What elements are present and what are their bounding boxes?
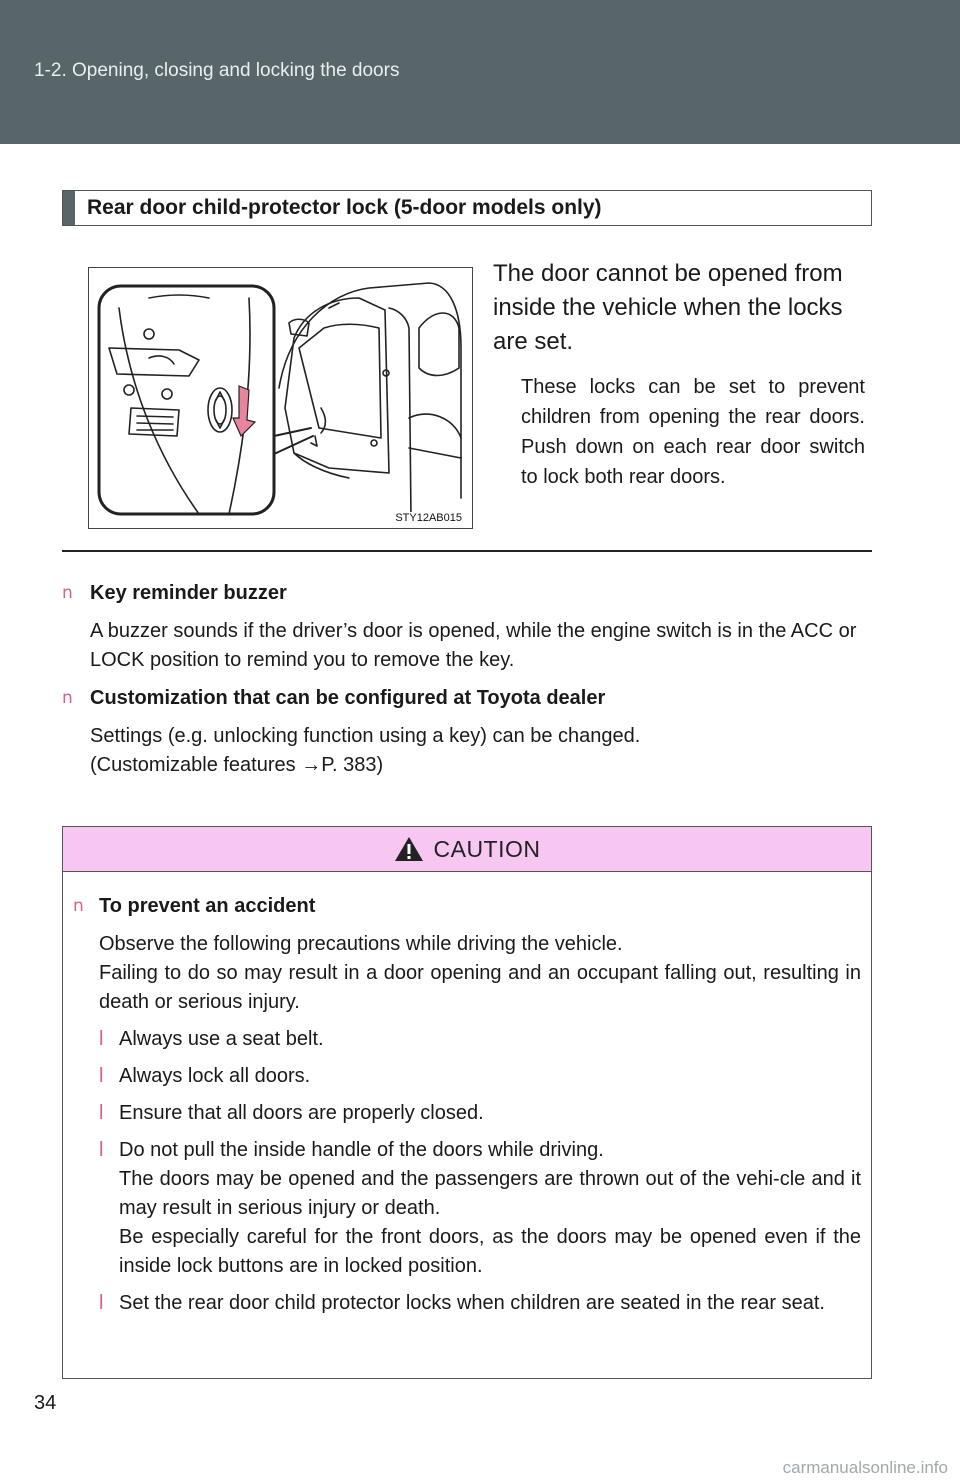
lead-text: The door cannot be opened from inside the vehicle when the locks are set. bbox=[493, 260, 843, 355]
note-customization bbox=[62, 684, 872, 780]
caution-item-text: Always use a seat belt. bbox=[119, 1028, 324, 1050]
figure-code: STY12AB015 bbox=[395, 512, 462, 524]
caution-intro-line: Observe the following precautions while driving the vehicle. bbox=[99, 933, 623, 955]
section-title: Rear door child-protector lock (5-door models only) bbox=[87, 196, 602, 219]
warning-triangle-icon bbox=[394, 836, 424, 862]
caution-item-text: Do not pull the inside handle of the doors while driving. bbox=[119, 1139, 604, 1161]
caution-item bbox=[73, 1025, 861, 1054]
caution-item bbox=[73, 1099, 861, 1128]
square-bullet-icon: n bbox=[62, 583, 73, 603]
section-divider bbox=[62, 550, 872, 552]
bullet-icon: l bbox=[99, 1102, 104, 1124]
section-title-bar bbox=[63, 191, 75, 225]
caution-item-text: Always lock all doors. bbox=[119, 1065, 311, 1087]
note-title: Key reminder buzzer bbox=[90, 582, 287, 604]
square-bullet-icon: n bbox=[73, 896, 84, 916]
page-number: 34 bbox=[34, 1392, 57, 1414]
note-body-line: Settings (e.g. unlocking function using a key) can be changed. bbox=[90, 725, 641, 747]
caution-item bbox=[73, 1289, 861, 1318]
note-title: Customization that can be configured at Toyota dealer bbox=[90, 687, 606, 709]
header-section-title: 1-2. Opening, closing and locking the doors bbox=[34, 60, 400, 81]
note-heading bbox=[62, 579, 872, 607]
bullet-icon: l bbox=[99, 1292, 104, 1314]
caution-title: To prevent an accident bbox=[99, 895, 316, 917]
lead-subtext: These locks can be set to prevent children from opening the rear doors. Push down on each rear door switch to lock both rear doors. bbox=[521, 376, 865, 488]
page-header bbox=[0, 0, 960, 144]
child-lock-illustration bbox=[88, 267, 473, 529]
caution-item-detail: Be especially careful for the front doors, as the doors may be opened even if the inside lock buttons are in locked position. bbox=[119, 1226, 861, 1277]
section-title-box bbox=[62, 190, 872, 226]
caution-intro-line: Failing to do so may result in a door opening and an occupant falling out, resulting in death or serious injury. bbox=[99, 962, 861, 1013]
bullet-icon: l bbox=[99, 1028, 104, 1050]
caution-label: CAUTION bbox=[433, 835, 541, 862]
square-bullet-icon: n bbox=[62, 688, 73, 708]
caution-item-text: Set the rear door child protector locks when children are seated in the rear seat. bbox=[119, 1292, 825, 1314]
bullet-icon: l bbox=[99, 1139, 104, 1161]
caution-item-detail: The doors may be opened and the passengers are thrown out of the vehi-cle and it may result in serious injury or death. bbox=[119, 1168, 861, 1219]
note-body bbox=[62, 722, 872, 780]
caution-intro bbox=[73, 930, 861, 1017]
door-illustration-icon bbox=[89, 268, 473, 529]
caution-heading bbox=[73, 892, 861, 920]
caution-item-text: Ensure that all doors are properly closed. bbox=[119, 1102, 484, 1124]
note-heading bbox=[62, 684, 872, 712]
note-body: A buzzer sounds if the driver’s door is opened, while the engine switch is in the ACC or LOCK position to remind you to remove the key. bbox=[90, 620, 857, 671]
caution-body bbox=[63, 872, 871, 1318]
caution-item bbox=[73, 1062, 861, 1091]
bullet-icon: l bbox=[99, 1065, 104, 1087]
caution-box bbox=[62, 826, 872, 1379]
caution-item bbox=[73, 1136, 861, 1281]
caution-header bbox=[63, 827, 871, 872]
note-key-reminder bbox=[62, 579, 872, 675]
note-body-line-reference: (Customizable features →P. 383) bbox=[90, 754, 384, 776]
watermark: carmanualsonline.info bbox=[782, 1458, 948, 1477]
